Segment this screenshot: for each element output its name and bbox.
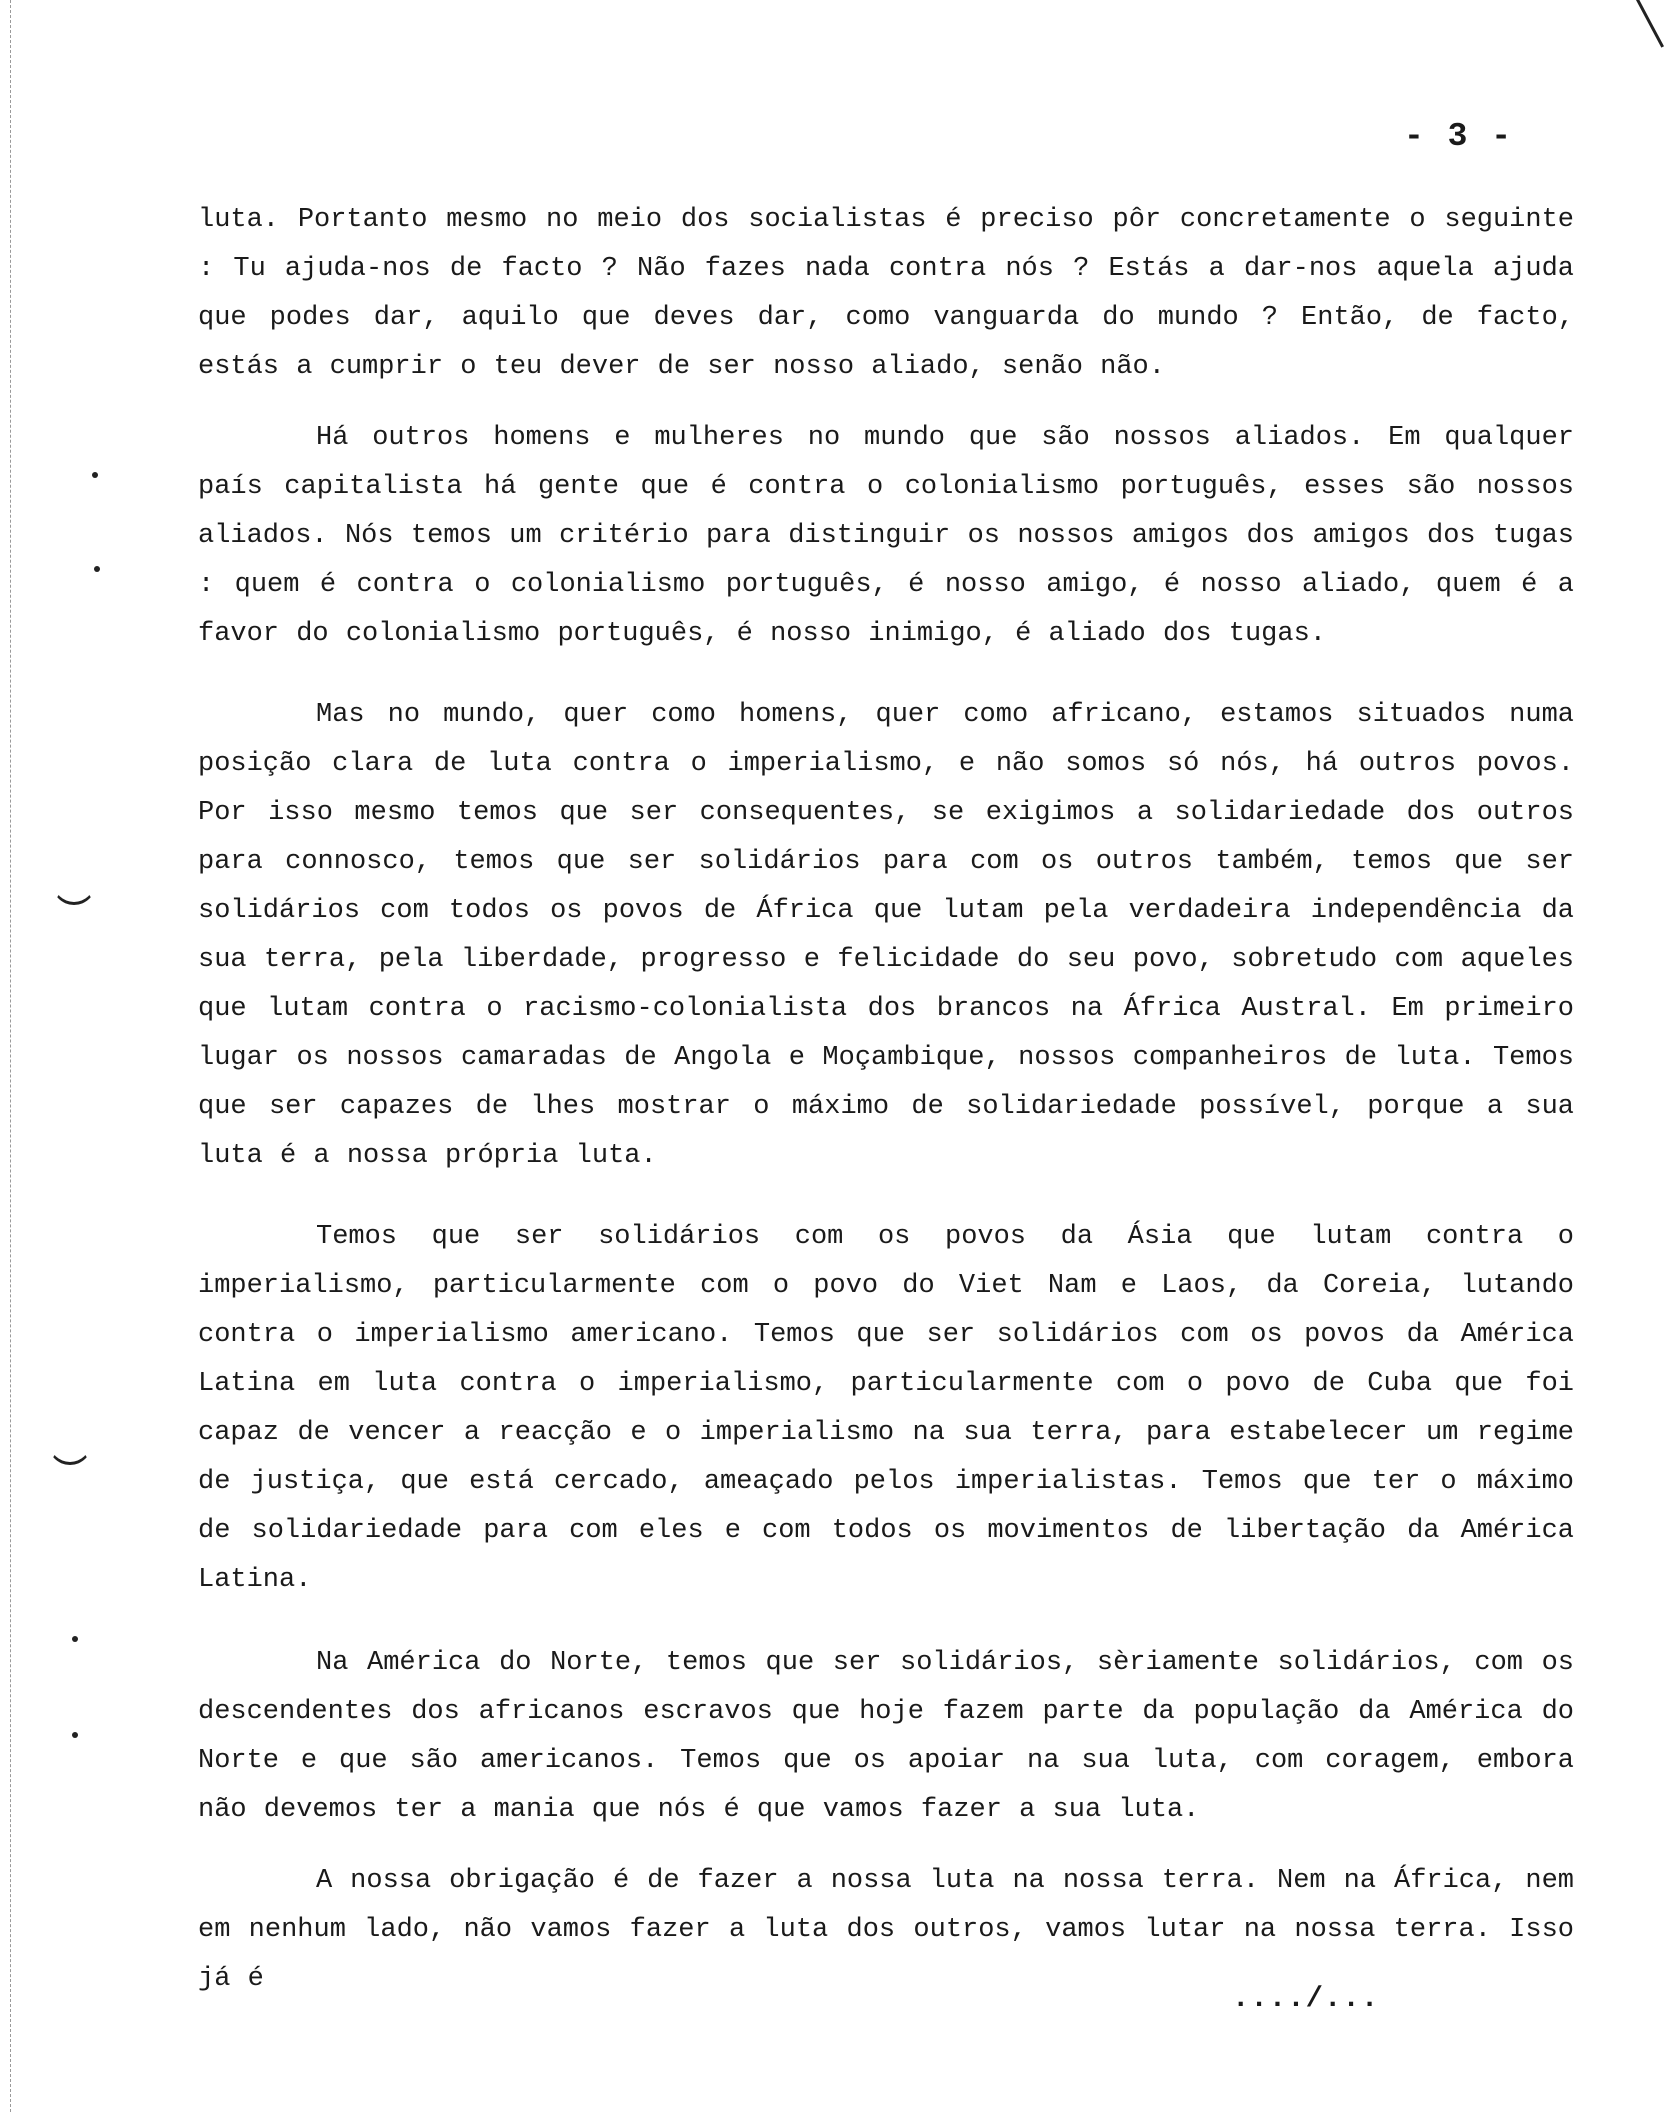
paragraph: A nossa obrigação é de fazer a nossa luta na nossa terra. Nem na África, nem em nenhum lado, não vamos fazer a luta dos outros, vamos lutar na nossa terra. Isso já é (198, 1866, 1574, 1994)
margin-dot (92, 472, 98, 478)
body-text (198, 196, 1574, 2004)
corner-pen-mark (1636, 0, 1664, 48)
paragraph: luta. Portanto mesmo no meio dos socialistas é preciso pôr concretamente o seguinte : Tu ajuda-nos de facto ? Não fazes nada contra nós ? Estás a dar-nos aquela ajuda que podes dar, aquilo que deves dar, como vanguarda do mundo ? Então, de facto, estás a cumprir o teu dever de ser nosso aliado, senão não. (198, 205, 1574, 382)
margin-dot (72, 1732, 78, 1738)
continuation-mark: ..../... (1232, 1982, 1380, 2015)
paragraph: Na América do Norte, temos que ser solidários, sèriamente solidários, com os descendentes dos africanos escravos que hoje fazem parte da população da América do Norte e que são americanos. Temos que os apoiar na sua luta, com coragem, embora não devemos ter a mania que nós é que vamos fazer a sua luta. (198, 1648, 1574, 1825)
paragraph: Temos que ser solidários com os povos da Ásia que lutam contra o imperialismo, particularmente com o povo do Viet Nam e Laos, da Coreia, lutando contra o imperialismo americano. Temos que ser solidários com os povos da América Latina em luta contra o imperialismo, particularmente com o povo de Cuba que foi capaz de vencer a reacção e o imperialismo na sua terra, para estabelecer um regime de justiça, que está cercado, ameaçado pelos imperialistas. Temos que ter o máximo de solidariedade para com eles e com todos os movimentos de libertação da América Latina. (198, 1222, 1574, 1595)
paragraph: Mas no mundo, quer como homens, quer como africano, estamos situados numa posição clara de luta contra o imperialismo, e não somos só nós, há outros povos. Por isso mesmo temos que ser consequentes, se exigimos a solidariedade dos outros para connosco, temos que ser solidários para com os outros também, temos que ser solidários com todos os povos de África que lutam pela verdadeira independência da sua terra, pela liberdade, progresso e felicidade do seu povo, sobretudo com aqueles que lutam contra o racismo-colonialista dos brancos na África Austral. Em primeiro lugar os nossos camaradas de Angola e Moçambique, nossos companheiros de luta. Temos que ser capazes de lhes mostrar o máximo de solidariedade possível, porque a sua luta é a nossa própria luta. (198, 700, 1574, 1171)
margin-arc-mark (52, 880, 96, 905)
margin-dot (72, 1636, 78, 1642)
page-number: - 3 - (1404, 118, 1514, 155)
binding-edge (0, 0, 11, 2112)
margin-dot (94, 566, 100, 572)
paragraph: Há outros homens e mulheres no mundo que são nossos aliados. Em qualquer país capitalista há gente que é contra o colonialismo português, esses são nossos aliados. Nós temos um critério para distinguir os nossos amigos dos amigos dos tugas : quem é contra o colonialismo português, é nosso amigo, é nosso aliado, quem é a favor do colonialismo português, é nosso inimigo, é aliado dos tugas. (198, 423, 1574, 649)
margin-arc-mark (48, 1440, 92, 1465)
